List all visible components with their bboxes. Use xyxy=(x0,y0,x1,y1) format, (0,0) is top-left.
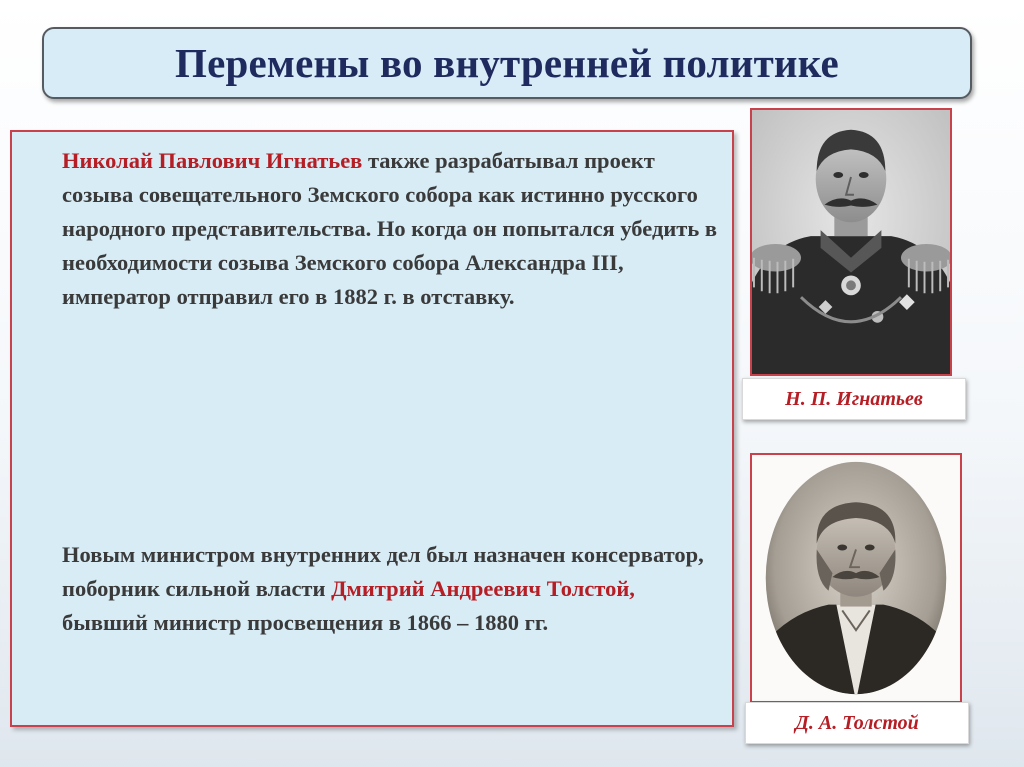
ignatiev-paragraph xyxy=(62,144,722,314)
tolstoy-portrait-image xyxy=(752,455,960,701)
ignatiev-caption: Н. П. Игнатьев xyxy=(742,378,966,420)
ignatiev-portrait-image xyxy=(752,110,950,374)
tolstoy-text-before: Новым министром внутренних дел был назначен консерватор, поборник сильной власти xyxy=(62,542,704,601)
ignatiev-name: Николай Павлович Игнатьев xyxy=(62,148,363,173)
tolstoy-text-after: бывший министр просвещения в 1866 – 1880 гг. xyxy=(62,610,549,635)
ignatiev-text: также разрабатывал проект созыва совещательного Земского собора как истинно русского народного представительства. Но когда он попытался убедить в необходимости созыва Земского собора Александра III, император отправил его в 1882 г. в отставку. xyxy=(62,148,718,309)
tolstoy-paragraph xyxy=(62,538,722,640)
tolstoy-portrait xyxy=(750,453,962,703)
title-banner xyxy=(42,27,972,99)
tolstoy-name: Дмитрий Андреевич Толстой, xyxy=(331,576,635,601)
text-panel xyxy=(10,130,734,727)
ignatiev-portrait xyxy=(750,108,952,376)
slide-title: Перемены во внутренней политике xyxy=(175,40,839,86)
tolstoy-caption: Д. А. Толстой xyxy=(745,702,969,744)
